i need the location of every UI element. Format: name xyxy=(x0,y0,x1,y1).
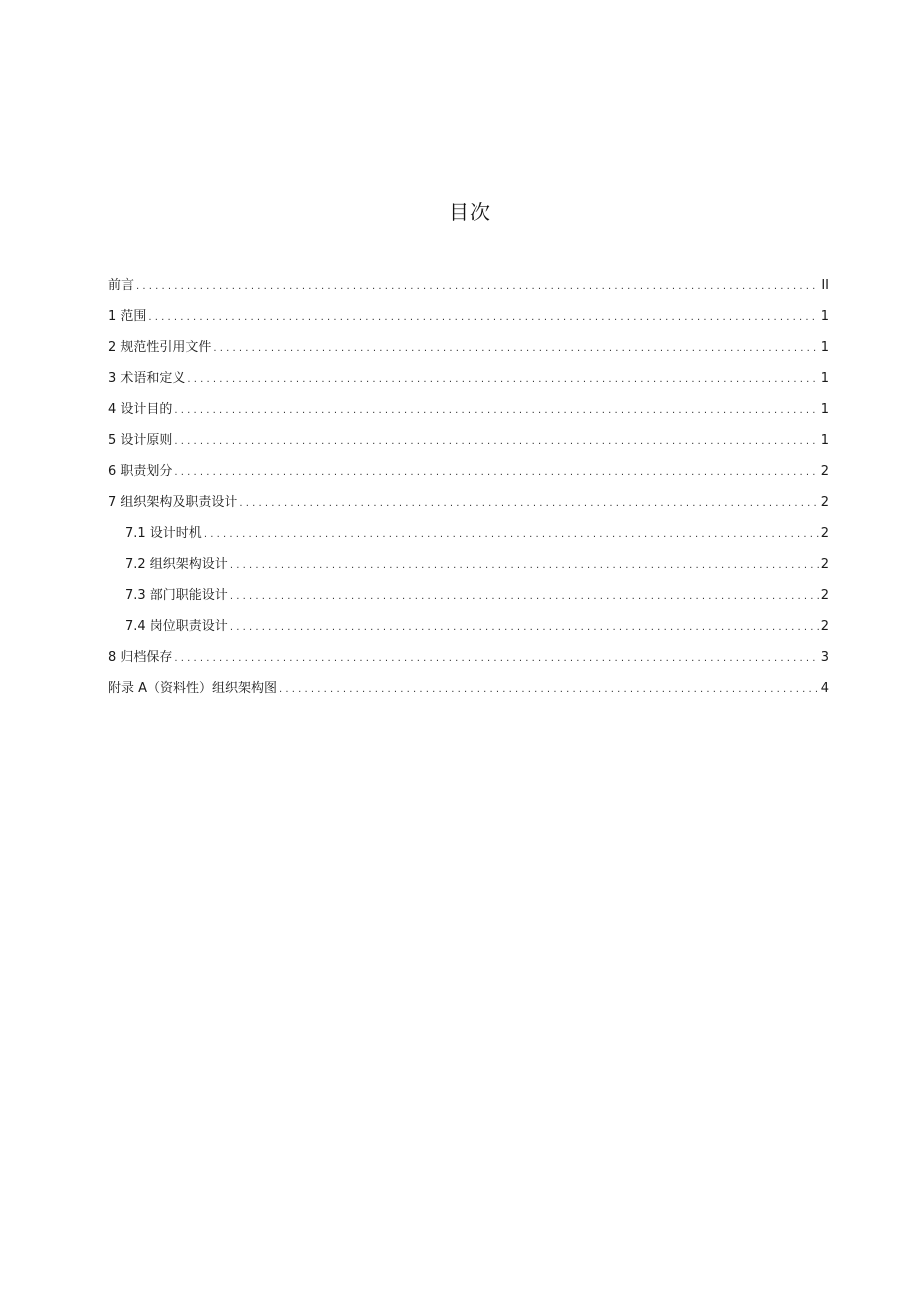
toc-entry-design-timing[interactable] xyxy=(108,518,829,549)
dot-leader xyxy=(148,302,818,333)
toc-entry-org-design[interactable] xyxy=(108,549,829,580)
toc-entry-responsibility-division[interactable] xyxy=(108,456,829,487)
table-of-contents xyxy=(108,270,829,704)
toc-entry-dept-function-design[interactable] xyxy=(108,580,829,611)
page-title: 目次 xyxy=(449,200,491,224)
toc-entry-page: 1 xyxy=(820,371,829,386)
toc-entry-scope[interactable] xyxy=(108,301,829,332)
toc-entry-label: 前言 xyxy=(108,278,135,293)
toc-entry-page: 2 xyxy=(820,619,829,634)
toc-entry-label: 7 组织架构及职责设计 xyxy=(108,495,238,510)
dot-leader xyxy=(174,643,818,674)
toc-entry-archiving[interactable] xyxy=(108,642,829,673)
dot-leader xyxy=(174,426,818,457)
toc-entry-label: 7.3 部门职能设计 xyxy=(125,588,228,603)
toc-entry-page: 1 xyxy=(820,433,829,448)
dot-leader xyxy=(279,674,819,705)
toc-entry-appendix-a[interactable] xyxy=(108,673,829,704)
toc-entry-page: 1 xyxy=(820,340,829,355)
toc-entry-page: II xyxy=(821,278,829,293)
toc-entry-label: 附录 A（资料性）组织架构图 xyxy=(108,681,278,696)
toc-entry-page: 2 xyxy=(820,526,829,541)
toc-entry-terms-definitions[interactable] xyxy=(108,363,829,394)
toc-entry-label: 1 范围 xyxy=(108,309,147,324)
dot-leader xyxy=(174,457,818,488)
toc-entry-label: 2 规范性引用文件 xyxy=(108,340,212,355)
toc-entry-label: 3 术语和定义 xyxy=(108,371,186,386)
toc-entry-page: 2 xyxy=(820,557,829,572)
toc-entry-label: 6 职责划分 xyxy=(108,464,173,479)
dot-leader xyxy=(174,395,818,426)
dot-leader xyxy=(230,612,819,643)
toc-entry-org-structure[interactable] xyxy=(108,487,829,518)
toc-entry-design-principles[interactable] xyxy=(108,425,829,456)
dot-leader xyxy=(204,519,819,550)
toc-entry-page: 3 xyxy=(820,650,829,665)
toc-entry-page: 1 xyxy=(820,309,829,324)
dot-leader xyxy=(230,581,819,612)
toc-entry-page: 2 xyxy=(820,495,829,510)
toc-entry-label: 8 归档保存 xyxy=(108,650,173,665)
dot-leader xyxy=(187,364,818,395)
toc-entry-normative-references[interactable] xyxy=(108,332,829,363)
toc-entry-design-purpose[interactable] xyxy=(108,394,829,425)
dot-leader xyxy=(230,550,819,581)
toc-entry-page: 1 xyxy=(820,402,829,417)
toc-entry-label: 7.2 组织架构设计 xyxy=(125,557,228,572)
toc-entry-page: 2 xyxy=(820,588,829,603)
toc-entry-foreword[interactable] xyxy=(108,270,829,301)
toc-entry-label: 7.4 岗位职责设计 xyxy=(125,619,228,634)
toc-entry-label: 7.1 设计时机 xyxy=(125,526,202,541)
dot-leader xyxy=(136,271,819,302)
toc-entry-page: 2 xyxy=(820,464,829,479)
toc-entry-label: 4 设计目的 xyxy=(108,402,173,417)
toc-entry-page: 4 xyxy=(820,681,829,696)
dot-leader xyxy=(239,488,818,519)
toc-entry-position-duty-design[interactable] xyxy=(108,611,829,642)
toc-entry-label: 5 设计原则 xyxy=(108,433,173,448)
dot-leader xyxy=(213,333,818,364)
